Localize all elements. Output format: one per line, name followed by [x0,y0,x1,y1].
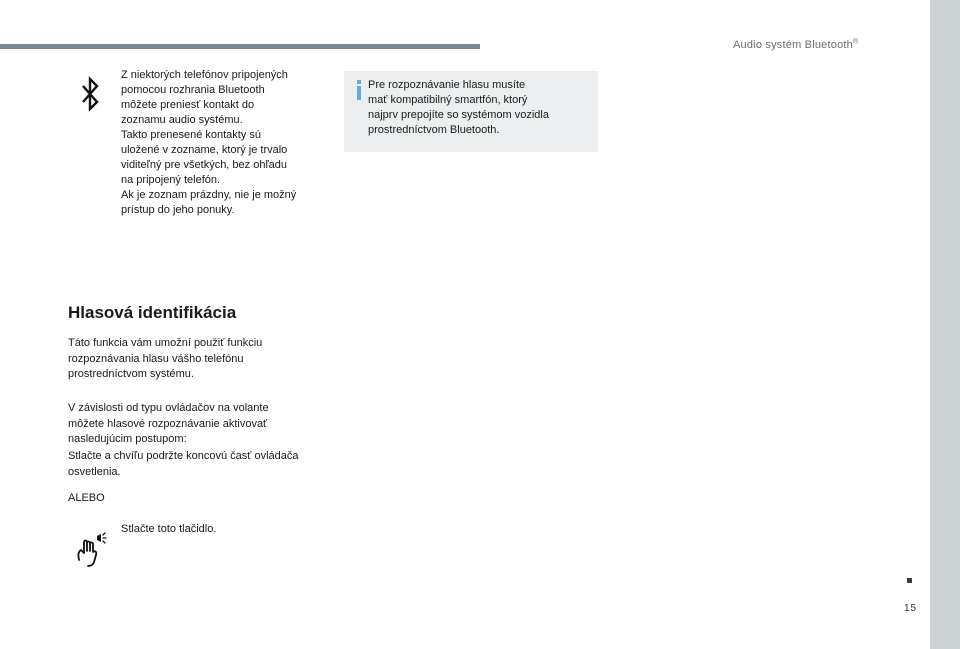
info-line: prostredníctvom Bluetooth. [368,124,500,136]
bluetooth-note-line: Z niektorých telefónov pripojených [121,69,288,81]
activation-paragraph [68,401,338,448]
info-icon [355,80,363,100]
bluetooth-note-line: Ak je zoznam prázdny, nie je možný [121,189,297,201]
info-line: mať kompatibilný smartfón, ktorý [368,94,528,106]
voice-command-button-icon [70,530,110,570]
paragraph-line: ALEBO [68,492,105,504]
paragraph-line: rozpoznávania hlasu vášho telefónu [68,352,244,365]
paragraph-line: prostredníctvom systému. [68,368,194,380]
bluetooth-note-line: uložené v zozname, ktorý je trvalo [121,144,288,156]
registered-mark: ® [852,38,859,46]
section-title: Hlasová identifikácia [68,303,237,322]
bluetooth-note-line: prístup do jeho ponuky. [121,204,235,216]
page-marker [907,578,912,583]
side-bar [930,0,960,649]
bluetooth-note-line: zoznamu audio systému. [121,114,243,126]
paragraph-line: nasledujúcim postupom: [68,433,187,445]
lighting-stalk-paragraph [68,449,338,480]
header-rule [0,44,480,49]
paragraph-line: Stlačte a chvíľu podržte koncovú časť ovládača [68,450,299,462]
bluetooth-note-line: na pripojený telefón. [121,174,221,186]
bluetooth-note-line: môžete preniesť kontakt do [121,99,255,111]
bluetooth-note-line: viditeľný pre všetkých, bez ohľadu [121,159,288,171]
button-instruction-text: Stlačte toto tlačidlo. [121,523,217,535]
header-title-text: Audio systém Bluetooth [733,39,853,51]
info-line: najprv prepojíte so systémom vozidla [368,109,549,121]
bluetooth-note-line: Takto prenesené kontakty sú [121,129,262,141]
or-separator [68,491,338,507]
bluetooth-note-line: pomocou rozhrania Bluetooth [121,84,265,96]
intro-paragraph [68,336,338,383]
page-number: 15 [904,603,918,614]
bluetooth-icon [78,76,102,112]
bluetooth-note-text [121,68,331,218]
paragraph-line: osvetlenia. [68,465,121,478]
page-header-title [733,39,893,51]
paragraph-line: V závislosti od typu ovládačov na volante [68,402,269,414]
info-box-text [368,78,590,138]
paragraph-line: môžete hlasové rozpoznávanie aktivovať [68,417,268,430]
info-line: Pre rozpoznávanie hlasu musíte [368,79,526,91]
paragraph-line: Táto funkcia vám umožní použiť funkciu [68,337,263,349]
